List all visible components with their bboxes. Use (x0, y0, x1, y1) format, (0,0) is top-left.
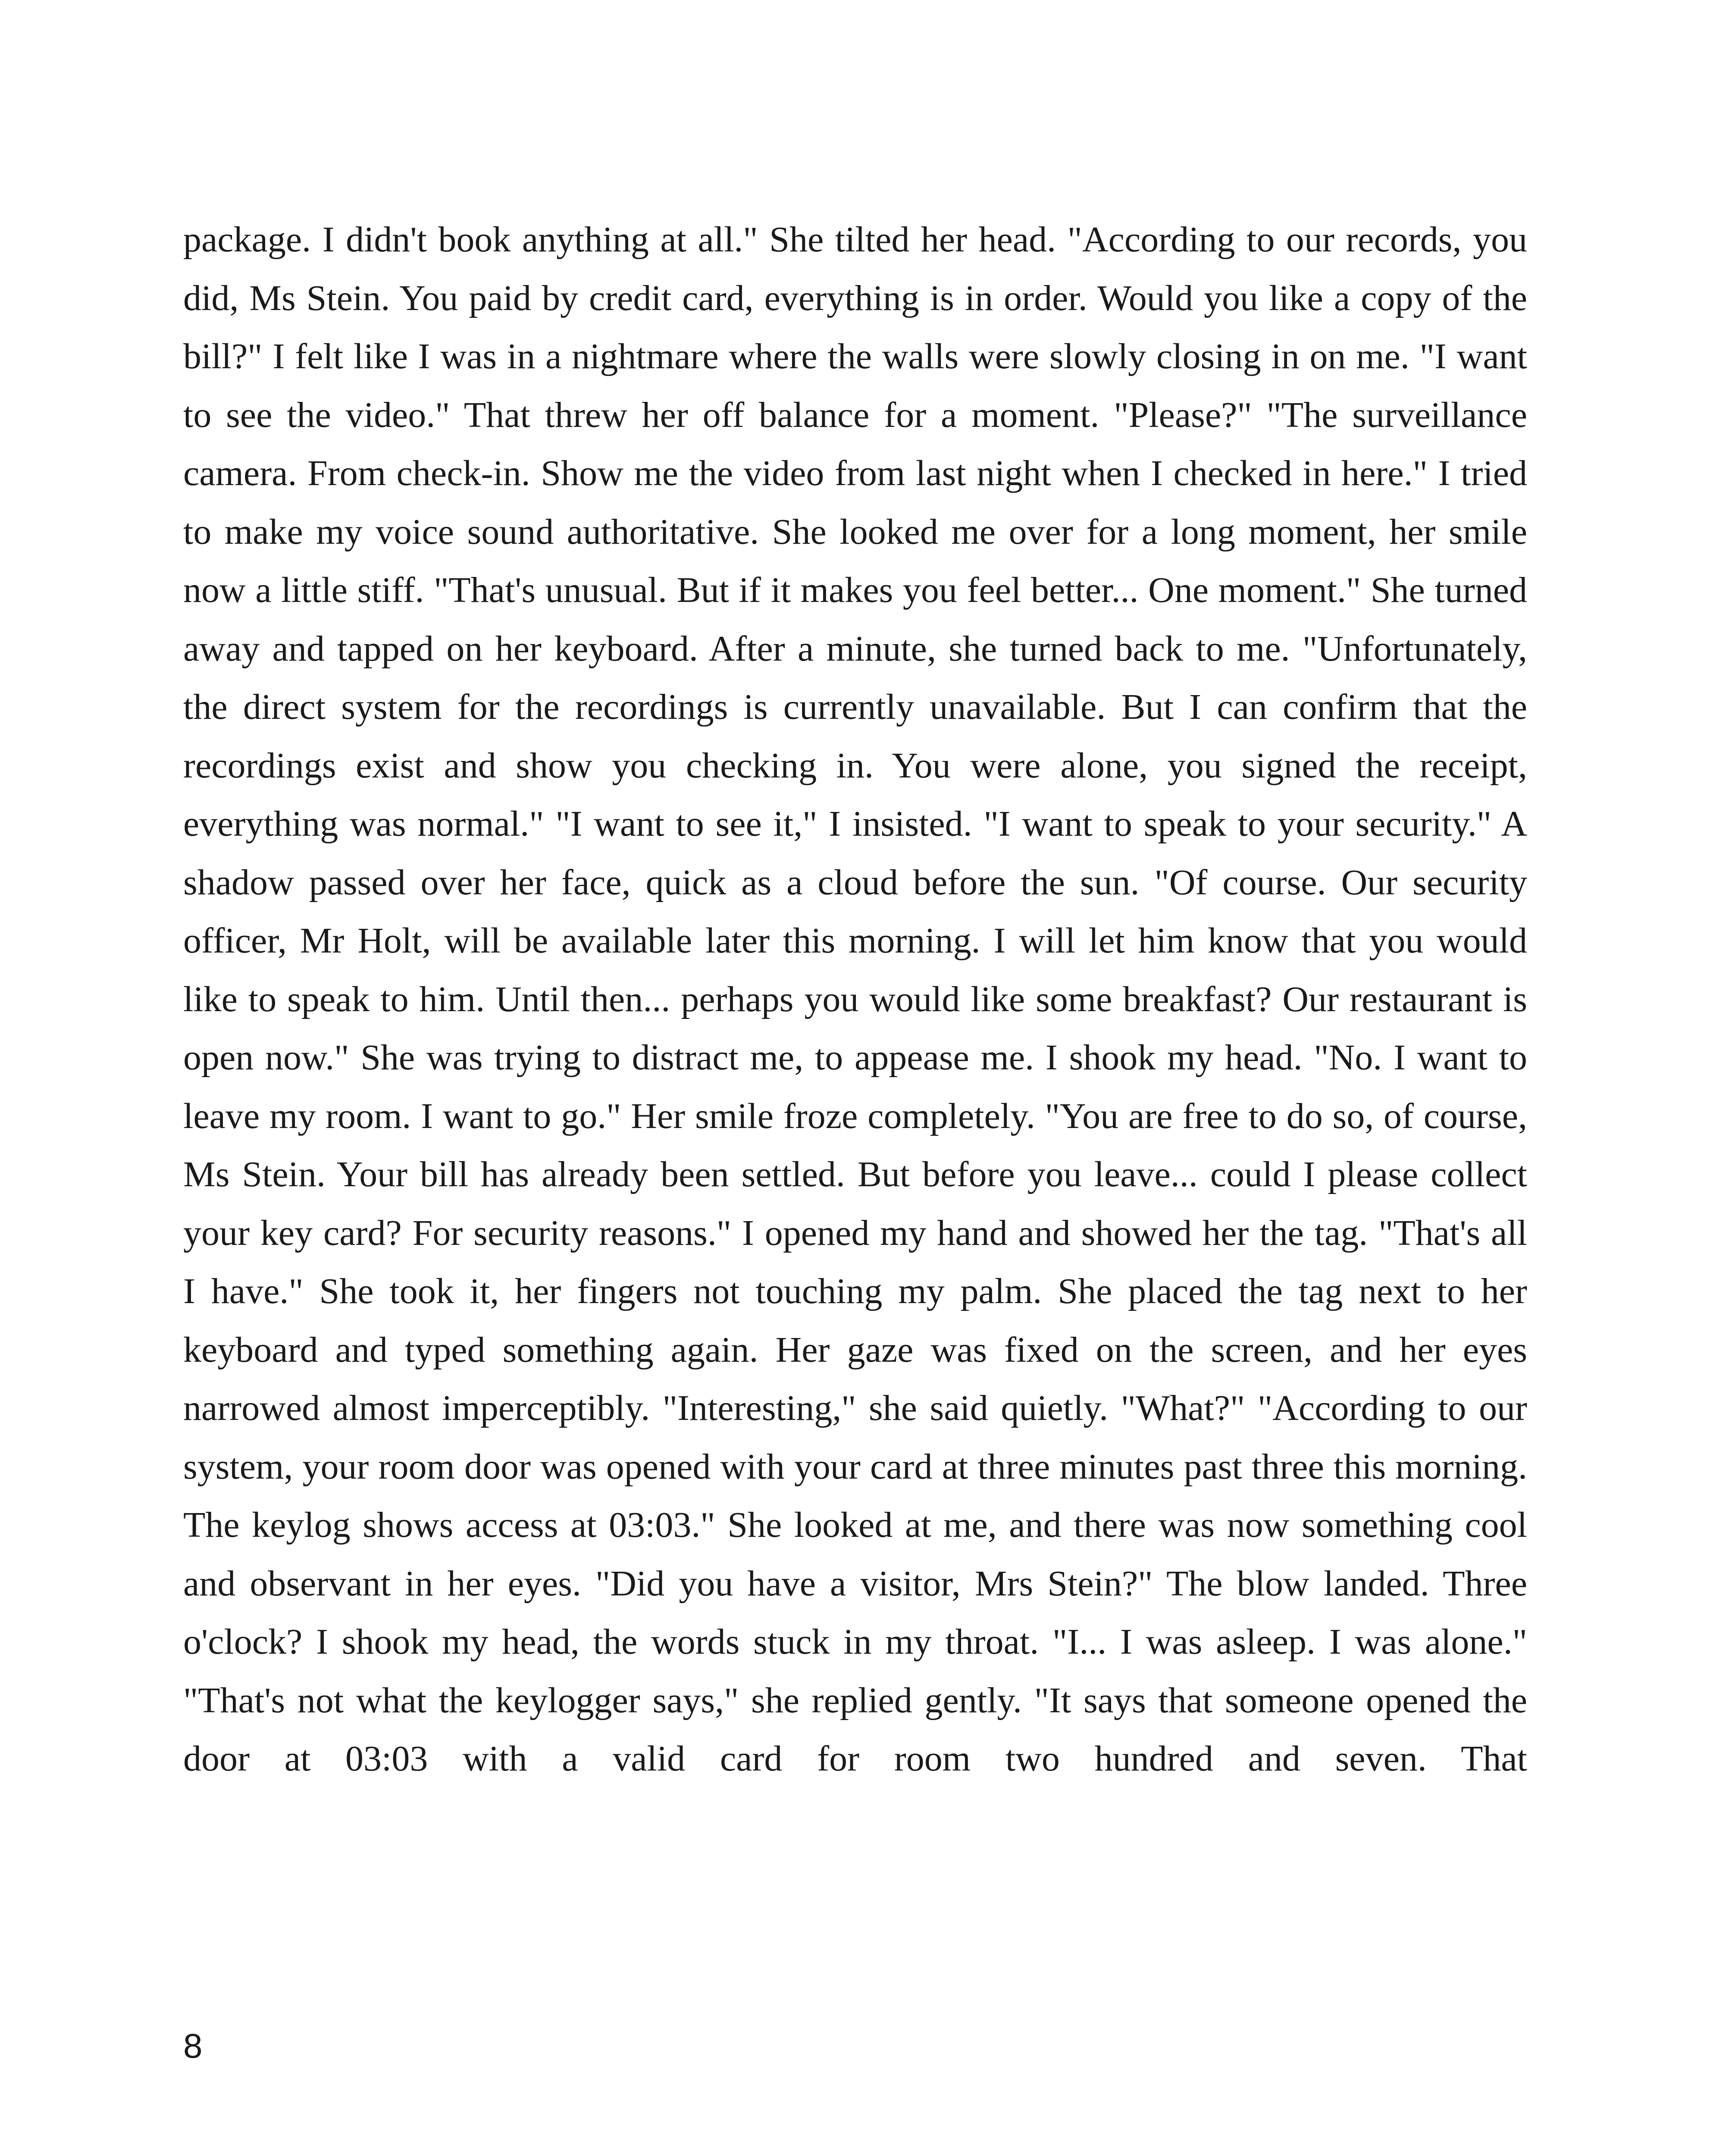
page-number: 8 (183, 2027, 203, 2065)
body-text: package. I didn't book anything at all." She tilted her head. "According to our records, you did, Ms Stein. You paid by credit card, everything is in order. Would you like a copy of the bill?" I felt like I was in a nightmare where the walls were slowly closing in on me. "I want to see the video." That threw her off balance for a moment. "Please?" "The surveillance camera. From check-in. Show me the video from last night when I checked in here." I tried to make my voice sound authoritative. She looked me over for a long moment, her smile now a little stiff. "That's unusual. But if it makes you feel better... One moment." She turned away and tapped on her keyboard. After a minute, she turned back to me. "Unfortunately, the direct system for the recordings is currently unavailable. But I can confirm that the recordings exist and show you checking in. You were alone, you signed the receipt, everything was normal." "I want to see it," I insisted. "I want to speak to your security." A shadow passed over her face, quick as a cloud before the sun. "Of course. Our security officer, Mr Holt, will be available later this morning. I will let him know that you would like to speak to him. Until then... perhaps you would like some breakfast? Our restaurant is open now." She was trying to distract me, to appease me. I shook my head. "No. I want to leave my room. I want to go." Her smile froze completely. "You are free to do so, of course, Ms Stein. Your bill has already been settled. But before you leave... could I please collect your key card? For security reasons." I opened my hand and showed her the tag. "That's all I have." She took it, her fingers not touching my palm. She placed the tag next to her keyboard and typed something again. Her gaze was fixed on the screen, and her eyes narrowed almost imperceptibly. "Interesting," she said quietly. "What?" "According to our system, your room door was opened with your card at three minutes past three this morning. The keylog shows access at 03:03." She looked at me, and there was now something cool and observant in her eyes. "Did you have a visitor, Mrs Stein?" The blow landed. Three o'clock? I shook my head, the words stuck in my throat. "I... I was asleep. I was alone." "That's not what the keylogger says," she replied gently. "It says that someone opened the door at 03:03 with a valid card for room two hundred and seven. That (183, 219, 1527, 1779)
